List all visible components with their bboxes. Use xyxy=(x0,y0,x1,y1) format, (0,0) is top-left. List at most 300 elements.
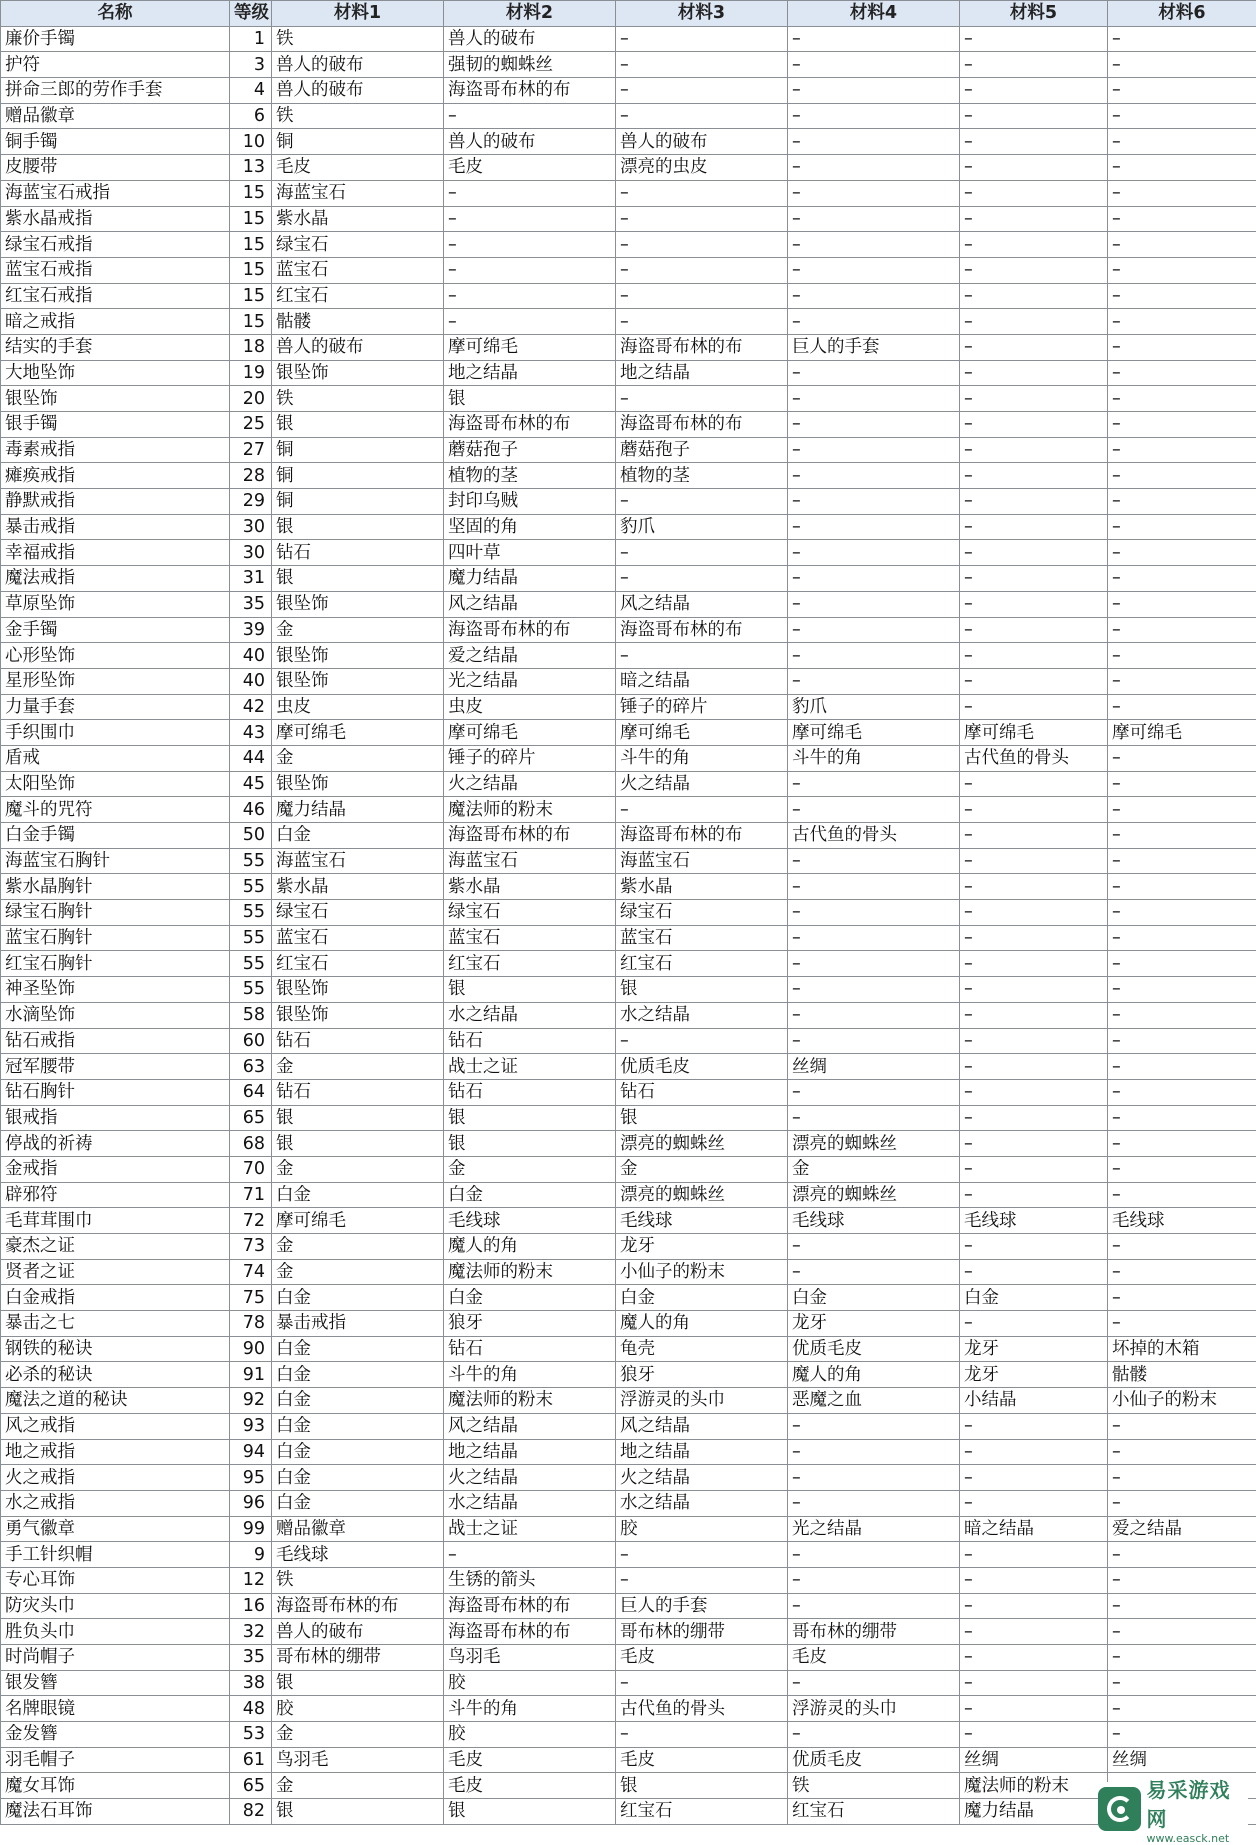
cell-name: 钢铁的秘诀 xyxy=(1,1336,230,1362)
cell-material-6: – xyxy=(1108,1696,1256,1722)
cell-material-4: – xyxy=(788,437,960,463)
table-row xyxy=(1,206,1256,232)
cell-material-5: – xyxy=(960,694,1108,720)
cell-material-5: – xyxy=(960,437,1108,463)
cell-material-1: 绿宝石 xyxy=(272,232,444,258)
cell-material-4: – xyxy=(788,540,960,566)
cell-level: 39 xyxy=(230,617,272,643)
cell-level: 12 xyxy=(230,1567,272,1593)
cell-material-6: – xyxy=(1108,951,1256,977)
cell-material-6: 小仙子的粉末 xyxy=(1108,1388,1256,1414)
cell-material-5: – xyxy=(960,900,1108,926)
cell-level: 70 xyxy=(230,1156,272,1182)
cell-material-3: 巨人的手套 xyxy=(616,1593,788,1619)
cell-level: 27 xyxy=(230,437,272,463)
table-row xyxy=(1,977,1256,1003)
cell-material-2: 胶 xyxy=(444,1670,616,1696)
table-row xyxy=(1,951,1256,977)
table-row xyxy=(1,771,1256,797)
cell-material-1: 钻石 xyxy=(272,1028,444,1054)
cell-level: 55 xyxy=(230,925,272,951)
cell-material-5: – xyxy=(960,1490,1108,1516)
cell-material-5: – xyxy=(960,1182,1108,1208)
cell-material-1: 金 xyxy=(272,1156,444,1182)
col-header-level: 等级 xyxy=(230,1,272,27)
cell-name: 羽毛帽子 xyxy=(1,1747,230,1773)
cell-material-6: – xyxy=(1108,155,1256,181)
table-row xyxy=(1,745,1256,771)
cell-material-6: – xyxy=(1108,1670,1256,1696)
cell-name: 廉价手镯 xyxy=(1,26,230,52)
cell-material-1: 铁 xyxy=(272,1567,444,1593)
cell-level: 15 xyxy=(230,180,272,206)
cell-material-5: – xyxy=(960,1670,1108,1696)
cell-material-5: – xyxy=(960,1567,1108,1593)
cell-material-1: 暴击戒指 xyxy=(272,1311,444,1337)
cell-level: 55 xyxy=(230,874,272,900)
cell-material-2: 银 xyxy=(444,1131,616,1157)
cell-material-1: 毛皮 xyxy=(272,155,444,181)
table-row xyxy=(1,1696,1256,1722)
cell-level: 93 xyxy=(230,1413,272,1439)
table-row xyxy=(1,1747,1256,1773)
cell-material-1: 银 xyxy=(272,1131,444,1157)
cell-material-5: – xyxy=(960,823,1108,849)
cell-material-1: 铜 xyxy=(272,129,444,155)
cell-material-1: 胶 xyxy=(272,1696,444,1722)
cell-level: 55 xyxy=(230,951,272,977)
cell-material-5: – xyxy=(960,1311,1108,1337)
site-watermark xyxy=(1098,1782,1248,1836)
cell-material-5: – xyxy=(960,232,1108,258)
cell-material-4: – xyxy=(788,1542,960,1568)
cell-material-4: – xyxy=(788,360,960,386)
cell-material-6: – xyxy=(1108,1439,1256,1465)
cell-name: 红宝石戒指 xyxy=(1,283,230,309)
table-row xyxy=(1,925,1256,951)
cell-material-5: – xyxy=(960,1079,1108,1105)
cell-material-2: 狼牙 xyxy=(444,1311,616,1337)
cell-material-3: – xyxy=(616,52,788,78)
table-row xyxy=(1,874,1256,900)
cell-material-5: – xyxy=(960,52,1108,78)
cell-material-4: – xyxy=(788,874,960,900)
cell-material-4: – xyxy=(788,52,960,78)
table-row xyxy=(1,334,1256,360)
cell-material-5: – xyxy=(960,1234,1108,1260)
cell-material-1: 金 xyxy=(272,1054,444,1080)
cell-material-3: – xyxy=(616,232,788,258)
cell-name: 辟邪符 xyxy=(1,1182,230,1208)
table-row xyxy=(1,1722,1256,1748)
table-row xyxy=(1,283,1256,309)
cell-name: 盾戒 xyxy=(1,745,230,771)
cell-material-4: – xyxy=(788,232,960,258)
cell-material-4: – xyxy=(788,1490,960,1516)
cell-material-3: – xyxy=(616,1670,788,1696)
cell-material-3: – xyxy=(616,257,788,283)
cell-name: 护符 xyxy=(1,52,230,78)
cell-material-1: 海蓝宝石 xyxy=(272,180,444,206)
cell-material-2: 海盗哥布林的布 xyxy=(444,412,616,438)
cell-material-4: – xyxy=(788,617,960,643)
cell-material-3: 红宝石 xyxy=(616,951,788,977)
cell-name: 红宝石胸针 xyxy=(1,951,230,977)
cell-material-6: – xyxy=(1108,334,1256,360)
cell-material-2: 银 xyxy=(444,386,616,412)
cell-material-6: – xyxy=(1108,643,1256,669)
cell-material-6: – xyxy=(1108,566,1256,592)
cell-name: 毒素戒指 xyxy=(1,437,230,463)
cell-material-2: 银 xyxy=(444,977,616,1003)
cell-material-1: 银 xyxy=(272,566,444,592)
table-row xyxy=(1,1799,1256,1825)
cell-material-4: – xyxy=(788,155,960,181)
cell-material-6: – xyxy=(1108,1311,1256,1337)
cell-material-6: – xyxy=(1108,463,1256,489)
cell-name: 银戒指 xyxy=(1,1105,230,1131)
cell-material-3: 摩可绵毛 xyxy=(616,720,788,746)
cell-material-1: 铜 xyxy=(272,437,444,463)
cell-material-1: 银 xyxy=(272,412,444,438)
cell-material-2: 兽人的破布 xyxy=(444,129,616,155)
cell-material-3: – xyxy=(616,206,788,232)
cell-material-1: 红宝石 xyxy=(272,283,444,309)
cell-level: 99 xyxy=(230,1516,272,1542)
table-row xyxy=(1,514,1256,540)
cell-material-6: – xyxy=(1108,78,1256,104)
cell-material-3: 白金 xyxy=(616,1285,788,1311)
cell-material-1: 白金 xyxy=(272,1336,444,1362)
cell-material-4: – xyxy=(788,283,960,309)
cell-level: 55 xyxy=(230,977,272,1003)
cell-material-3: – xyxy=(616,566,788,592)
cell-material-5: – xyxy=(960,386,1108,412)
cell-name: 风之戒指 xyxy=(1,1413,230,1439)
cell-name: 防灾头巾 xyxy=(1,1593,230,1619)
cell-material-2: 四叶草 xyxy=(444,540,616,566)
table-row xyxy=(1,1002,1256,1028)
cell-level: 73 xyxy=(230,1234,272,1260)
cell-material-4: 光之结晶 xyxy=(788,1516,960,1542)
cell-material-5: 丝绸 xyxy=(960,1747,1108,1773)
cell-material-6: – xyxy=(1108,514,1256,540)
table-row xyxy=(1,412,1256,438)
cell-material-2: 水之结晶 xyxy=(444,1002,616,1028)
cell-material-1: 钻石 xyxy=(272,1079,444,1105)
cell-level: 6 xyxy=(230,103,272,129)
table-row xyxy=(1,1234,1256,1260)
cell-material-6: – xyxy=(1108,26,1256,52)
cell-level: 65 xyxy=(230,1105,272,1131)
cell-material-3: – xyxy=(616,103,788,129)
cell-material-3: 钻石 xyxy=(616,1079,788,1105)
cell-material-6: – xyxy=(1108,412,1256,438)
cell-name: 赠品徽章 xyxy=(1,103,230,129)
cell-level: 64 xyxy=(230,1079,272,1105)
cell-material-1: 金 xyxy=(272,745,444,771)
cell-material-4: – xyxy=(788,206,960,232)
cell-level: 65 xyxy=(230,1773,272,1799)
cell-material-3: 植物的茎 xyxy=(616,463,788,489)
table-row xyxy=(1,78,1256,104)
cell-material-3: 金 xyxy=(616,1156,788,1182)
cell-material-6: – xyxy=(1108,1465,1256,1491)
cell-material-1: 铁 xyxy=(272,386,444,412)
cell-material-2: – xyxy=(444,232,616,258)
cell-material-6: 摩可绵毛 xyxy=(1108,720,1256,746)
cell-material-4: 红宝石 xyxy=(788,1799,960,1825)
cell-material-2: 兽人的破布 xyxy=(444,26,616,52)
cell-material-2: 魔人的角 xyxy=(444,1234,616,1260)
cell-material-2: – xyxy=(444,103,616,129)
cell-material-4: – xyxy=(788,309,960,335)
cell-name: 暴击之七 xyxy=(1,1311,230,1337)
cell-material-6: – xyxy=(1108,129,1256,155)
cell-material-1: 金 xyxy=(272,1234,444,1260)
cell-material-1: 兽人的破布 xyxy=(272,334,444,360)
table-row xyxy=(1,1054,1256,1080)
cell-material-3: 毛皮 xyxy=(616,1645,788,1671)
cell-material-4: 哥布林的绷带 xyxy=(788,1619,960,1645)
cell-material-2: 斗牛的角 xyxy=(444,1362,616,1388)
cell-material-3: – xyxy=(616,1567,788,1593)
col-header-material-1: 材料1 xyxy=(272,1,444,27)
cell-material-4: 漂亮的蜘蛛丝 xyxy=(788,1182,960,1208)
cell-material-5: – xyxy=(960,360,1108,386)
cell-material-4: 漂亮的蜘蛛丝 xyxy=(788,1131,960,1157)
cell-material-4: 巨人的手套 xyxy=(788,334,960,360)
cell-material-6: 坏掉的木箱 xyxy=(1108,1336,1256,1362)
table-body xyxy=(1,26,1256,1824)
table-row xyxy=(1,1593,1256,1619)
table-row xyxy=(1,1079,1256,1105)
cell-material-6: – xyxy=(1108,1054,1256,1080)
cell-material-2: 红宝石 xyxy=(444,951,616,977)
cell-material-5: – xyxy=(960,540,1108,566)
cell-name: 名牌眼镜 xyxy=(1,1696,230,1722)
cell-material-6: – xyxy=(1108,771,1256,797)
cell-level: 68 xyxy=(230,1131,272,1157)
cell-level: 9 xyxy=(230,1542,272,1568)
cell-material-6: – xyxy=(1108,1028,1256,1054)
table-row xyxy=(1,1311,1256,1337)
table-row xyxy=(1,1028,1256,1054)
table-row xyxy=(1,1336,1256,1362)
cell-material-2: 战士之证 xyxy=(444,1054,616,1080)
cell-level: 48 xyxy=(230,1696,272,1722)
cell-material-4: – xyxy=(788,1002,960,1028)
cell-material-5: – xyxy=(960,412,1108,438)
table-row xyxy=(1,1670,1256,1696)
table-row xyxy=(1,1182,1256,1208)
cell-level: 45 xyxy=(230,771,272,797)
cell-material-5: – xyxy=(960,1696,1108,1722)
cell-material-1: 钻石 xyxy=(272,540,444,566)
cell-material-6: – xyxy=(1108,52,1256,78)
cell-material-5: 小结晶 xyxy=(960,1388,1108,1414)
cell-level: 20 xyxy=(230,386,272,412)
cell-material-5: 魔力结晶 xyxy=(960,1799,1108,1825)
cell-material-1: 白金 xyxy=(272,1388,444,1414)
cell-material-4: – xyxy=(788,566,960,592)
cell-material-2: 风之结晶 xyxy=(444,591,616,617)
table-row xyxy=(1,720,1256,746)
cell-material-4: – xyxy=(788,1413,960,1439)
cell-material-3: 蘑菇孢子 xyxy=(616,437,788,463)
cell-level: 94 xyxy=(230,1439,272,1465)
cell-name: 蓝宝石胸针 xyxy=(1,925,230,951)
cell-material-4: 浮游灵的头巾 xyxy=(788,1696,960,1722)
cell-material-3: 火之结晶 xyxy=(616,771,788,797)
cell-material-5: – xyxy=(960,925,1108,951)
cell-name: 绿宝石戒指 xyxy=(1,232,230,258)
cell-name: 绿宝石胸针 xyxy=(1,900,230,926)
cell-material-6: – xyxy=(1108,1567,1256,1593)
cell-material-4: – xyxy=(788,1079,960,1105)
cell-material-1: 白金 xyxy=(272,823,444,849)
cell-material-3: – xyxy=(616,643,788,669)
cell-material-2: 毛皮 xyxy=(444,1747,616,1773)
cell-material-4: 毛线球 xyxy=(788,1208,960,1234)
cell-name: 白金戒指 xyxy=(1,1285,230,1311)
cell-name: 心形坠饰 xyxy=(1,643,230,669)
cell-level: 25 xyxy=(230,412,272,438)
table-row xyxy=(1,180,1256,206)
cell-level: 4 xyxy=(230,78,272,104)
table-row xyxy=(1,617,1256,643)
cell-material-4: – xyxy=(788,1722,960,1748)
cell-material-1: 蓝宝石 xyxy=(272,925,444,951)
table-row xyxy=(1,823,1256,849)
cell-material-5: 古代鱼的骨头 xyxy=(960,745,1108,771)
cell-material-4: – xyxy=(788,1670,960,1696)
cell-material-3: 漂亮的蜘蛛丝 xyxy=(616,1131,788,1157)
cell-material-2: 风之结晶 xyxy=(444,1413,616,1439)
cell-material-5: – xyxy=(960,1593,1108,1619)
cell-material-6: – xyxy=(1108,874,1256,900)
cell-material-4: – xyxy=(788,900,960,926)
cell-material-3: – xyxy=(616,180,788,206)
table-row xyxy=(1,1645,1256,1671)
cell-name: 地之戒指 xyxy=(1,1439,230,1465)
cell-material-3: 银 xyxy=(616,977,788,1003)
cell-material-5: – xyxy=(960,797,1108,823)
cell-material-1: 紫水晶 xyxy=(272,206,444,232)
cell-material-3: 毛线球 xyxy=(616,1208,788,1234)
cell-material-1: 鸟羽毛 xyxy=(272,1747,444,1773)
cell-level: 75 xyxy=(230,1285,272,1311)
cell-material-1: 摩可绵毛 xyxy=(272,720,444,746)
cell-material-3: 银 xyxy=(616,1105,788,1131)
cell-name: 铜手镯 xyxy=(1,129,230,155)
cell-material-2: 胶 xyxy=(444,1722,616,1748)
cell-name: 拼命三郎的劳作手套 xyxy=(1,78,230,104)
cell-name: 大地坠饰 xyxy=(1,360,230,386)
cell-material-1: 红宝石 xyxy=(272,951,444,977)
table-row xyxy=(1,1567,1256,1593)
col-header-material-3: 材料3 xyxy=(616,1,788,27)
cell-material-1: 金 xyxy=(272,617,444,643)
cell-material-5: – xyxy=(960,566,1108,592)
cell-material-5: – xyxy=(960,283,1108,309)
cell-material-5: – xyxy=(960,1542,1108,1568)
cell-material-2: 海盗哥布林的布 xyxy=(444,1619,616,1645)
cell-material-2: 钻石 xyxy=(444,1028,616,1054)
cell-level: 82 xyxy=(230,1799,272,1825)
cell-level: 35 xyxy=(230,1645,272,1671)
cell-name: 魔法石耳饰 xyxy=(1,1799,230,1825)
cell-material-5: – xyxy=(960,180,1108,206)
cell-material-2: 地之结晶 xyxy=(444,1439,616,1465)
cell-material-4: – xyxy=(788,412,960,438)
cell-level: 28 xyxy=(230,463,272,489)
cell-name: 银手镯 xyxy=(1,412,230,438)
cell-name: 手织围巾 xyxy=(1,720,230,746)
cell-level: 92 xyxy=(230,1388,272,1414)
cell-name: 皮腰带 xyxy=(1,155,230,181)
cell-level: 30 xyxy=(230,540,272,566)
cell-material-4: – xyxy=(788,489,960,515)
table-row xyxy=(1,643,1256,669)
table-row xyxy=(1,848,1256,874)
cell-name: 太阳坠饰 xyxy=(1,771,230,797)
cell-material-5: – xyxy=(960,1002,1108,1028)
watermark-text xyxy=(1147,1774,1248,1845)
cell-material-6: – xyxy=(1108,386,1256,412)
cell-material-6: – xyxy=(1108,591,1256,617)
cell-level: 74 xyxy=(230,1259,272,1285)
cell-material-5: 摩可绵毛 xyxy=(960,720,1108,746)
cell-material-1: 毛线球 xyxy=(272,1542,444,1568)
cell-material-5: – xyxy=(960,1156,1108,1182)
cell-material-3: 暗之结晶 xyxy=(616,668,788,694)
cell-material-1: 白金 xyxy=(272,1465,444,1491)
table-row xyxy=(1,232,1256,258)
table-row xyxy=(1,1542,1256,1568)
cell-material-5: – xyxy=(960,1131,1108,1157)
cell-name: 贤者之证 xyxy=(1,1259,230,1285)
cell-material-4: – xyxy=(788,643,960,669)
cell-name: 银发簪 xyxy=(1,1670,230,1696)
table-row xyxy=(1,1131,1256,1157)
cell-material-5: – xyxy=(960,489,1108,515)
logo-icon xyxy=(1098,1787,1141,1831)
cell-material-1: 金 xyxy=(272,1773,444,1799)
col-header-name: 名称 xyxy=(1,1,230,27)
cell-material-5: – xyxy=(960,1722,1108,1748)
cell-material-5: – xyxy=(960,206,1108,232)
cell-material-2: 封印乌贼 xyxy=(444,489,616,515)
cell-material-4: 白金 xyxy=(788,1285,960,1311)
cell-material-5: – xyxy=(960,514,1108,540)
cell-material-3: 锤子的碎片 xyxy=(616,694,788,720)
cell-material-5: – xyxy=(960,78,1108,104)
cell-name: 结实的手套 xyxy=(1,334,230,360)
cell-material-5: – xyxy=(960,1105,1108,1131)
table-row xyxy=(1,1388,1256,1414)
cell-material-3: 绿宝石 xyxy=(616,900,788,926)
cell-material-2: 火之结晶 xyxy=(444,1465,616,1491)
cell-level: 30 xyxy=(230,514,272,540)
cell-material-6: – xyxy=(1108,617,1256,643)
cell-material-4: – xyxy=(788,1567,960,1593)
cell-material-2: 战士之证 xyxy=(444,1516,616,1542)
cell-material-1: 兽人的破布 xyxy=(272,52,444,78)
cell-material-3: 龟壳 xyxy=(616,1336,788,1362)
cell-material-2: – xyxy=(444,257,616,283)
cell-name: 专心耳饰 xyxy=(1,1567,230,1593)
